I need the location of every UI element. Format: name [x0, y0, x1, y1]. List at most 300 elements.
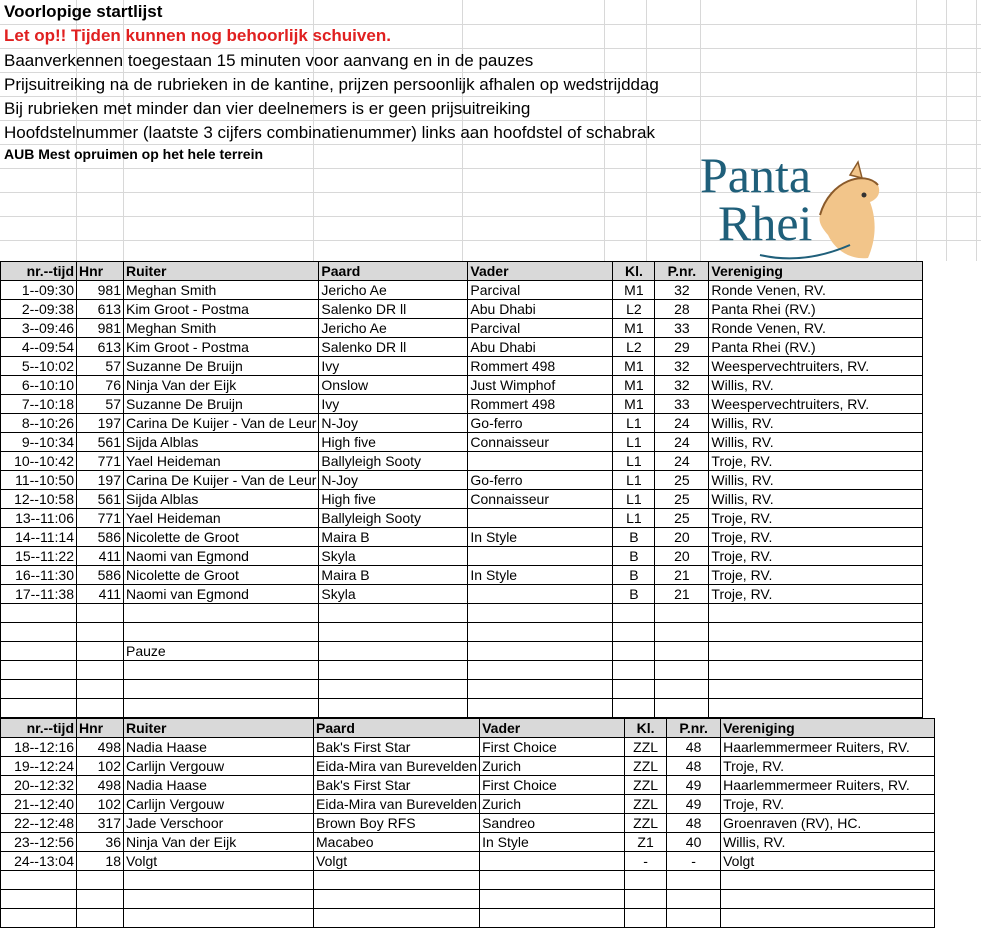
cell-hnr: 981 [77, 319, 124, 338]
cell-vereniging: Panta Rhei (RV.) [709, 338, 923, 357]
cell-vader [468, 547, 613, 566]
column-header: Vereniging [721, 719, 935, 738]
cell-vereniging: Ronde Venen, RV. [709, 319, 923, 338]
cell-hnr: 498 [77, 776, 124, 795]
empty-cell [468, 661, 613, 680]
cell-vader: In Style [480, 833, 625, 852]
cell-klasse: - [625, 852, 667, 871]
cell-paard: Bak's First Star [314, 776, 480, 795]
cell-ruiter: Meghan Smith [124, 281, 319, 300]
gridline-h [0, 24, 981, 25]
empty-cell [319, 642, 468, 661]
cell-vereniging: Panta Rhei (RV.) [709, 300, 923, 319]
cell-klasse: L2 [613, 300, 655, 319]
cell-ruiter: Naomi van Egmond [124, 547, 319, 566]
cell-vader: First Choice [480, 738, 625, 757]
cell-paard: High five [319, 490, 468, 509]
table-row [1, 528, 923, 547]
page-title: Voorlopige startlijst [4, 2, 163, 21]
empty-cell [625, 909, 667, 928]
cell-hnr: 613 [77, 338, 124, 357]
empty-cell [655, 604, 709, 623]
empty-cell [709, 680, 923, 699]
cell-vader: In Style [468, 528, 613, 547]
empty-cell [319, 699, 468, 718]
empty-cell [613, 680, 655, 699]
cell-paard: Jericho Ae [319, 319, 468, 338]
cell-nr-tijd: 13--11:06 [1, 509, 77, 528]
cell-nr-tijd: 23--12:56 [1, 833, 77, 852]
cell-vereniging: Troje, RV. [709, 509, 923, 528]
column-header: nr.--tijd [1, 719, 77, 738]
cell-nr-tijd: 11--10:50 [1, 471, 77, 490]
cell-proef-nr: 40 [667, 833, 721, 852]
table-row [1, 795, 935, 814]
cell-klasse: ZZL [625, 795, 667, 814]
table-header-row [1, 719, 935, 738]
cell-hnr: 411 [77, 547, 124, 566]
cell-vereniging: Troje, RV. [721, 757, 935, 776]
cell-nr-tijd: 12--10:58 [1, 490, 77, 509]
cell-hnr: 197 [77, 414, 124, 433]
cell-nr-tijd: 4--09:54 [1, 338, 77, 357]
cell-nr-tijd: 20--12:32 [1, 776, 77, 795]
empty-cell [468, 604, 613, 623]
cell-vereniging: Troje, RV. [709, 585, 923, 604]
table-row [1, 452, 923, 471]
empty-cell [1, 680, 77, 699]
cell-klasse: L1 [613, 509, 655, 528]
cell-hnr: 981 [77, 281, 124, 300]
cell-paard: Skyla [319, 547, 468, 566]
empty-cell [468, 642, 613, 661]
empty-cell [124, 623, 319, 642]
cell-nr-tijd: 9--10:34 [1, 433, 77, 452]
cell-ruiter: Carina De Kuijer - Van de Leur [124, 471, 319, 490]
cell-klasse: ZZL [625, 738, 667, 757]
cell-vader: Connaisseur [468, 433, 613, 452]
empty-cell [709, 661, 923, 680]
cell-hnr: 613 [77, 300, 124, 319]
cell-proef-nr: 21 [655, 585, 709, 604]
cell-vereniging: Willis, RV. [709, 490, 923, 509]
cell-vader: Just Wimphof [468, 376, 613, 395]
cell-paard: Salenko DR ll [319, 338, 468, 357]
cell-klasse: M1 [613, 281, 655, 300]
cell-vereniging: Willis, RV. [709, 376, 923, 395]
cell-proef-nr: 25 [655, 490, 709, 509]
warning-text: Let op!! Tijden kunnen nog behoorlijk schuiven. [4, 26, 391, 45]
empty-cell [319, 680, 468, 699]
table-row [1, 814, 935, 833]
empty-cell [1, 699, 77, 718]
cell-paard: Ballyleigh Sooty [319, 452, 468, 471]
gridline-h [0, 96, 981, 97]
cell-vader: Go-ferro [468, 471, 613, 490]
empty-cell [655, 661, 709, 680]
table-row [1, 585, 923, 604]
cell-proef-nr: 49 [667, 776, 721, 795]
column-header: Ruiter [124, 719, 314, 738]
cell-vader: Abu Dhabi [468, 300, 613, 319]
empty-cell [1, 661, 77, 680]
empty-cell [1, 623, 77, 642]
cell-proef-nr: 29 [655, 338, 709, 357]
cell-vader [468, 509, 613, 528]
empty-cell [625, 871, 667, 890]
cell-paard: Volgt [314, 852, 480, 871]
cell-ruiter: Suzanne De Bruijn [124, 395, 319, 414]
empty-cell [480, 871, 625, 890]
empty-cell [613, 604, 655, 623]
cell-vereniging: Weespervechtruiters, RV. [709, 395, 923, 414]
cell-proef-nr: 48 [667, 757, 721, 776]
column-header: P.nr. [667, 719, 721, 738]
empty-cell [625, 890, 667, 909]
cell-ruiter: Ninja Van der Eijk [124, 376, 319, 395]
cell-klasse: L1 [613, 433, 655, 452]
empty-row [1, 699, 923, 718]
cell-hnr: 586 [77, 528, 124, 547]
cell-ruiter: Sijda Alblas [124, 490, 319, 509]
cell-hnr: 76 [77, 376, 124, 395]
gridline-v [976, 0, 977, 261]
empty-cell [77, 890, 124, 909]
cell-paard: Jericho Ae [319, 281, 468, 300]
empty-cell [468, 623, 613, 642]
cell-ruiter: Volgt [124, 852, 314, 871]
cell-klasse: B [613, 528, 655, 547]
cell-ruiter: Nadia Haase [124, 738, 314, 757]
empty-cell [667, 871, 721, 890]
cell-nr-tijd: 15--11:22 [1, 547, 77, 566]
empty-cell [721, 890, 935, 909]
cell-vereniging: Haarlemmermeer Ruiters, RV. [721, 776, 935, 795]
cell-vader [468, 452, 613, 471]
cell-nr-tijd: 21--12:40 [1, 795, 77, 814]
empty-cell [124, 909, 314, 928]
empty-cell [667, 909, 721, 928]
empty-cell [77, 661, 124, 680]
empty-cell [613, 661, 655, 680]
cell-vereniging: Groenraven (RV), HC. [721, 814, 935, 833]
cell-vereniging: Troje, RV. [709, 528, 923, 547]
cell-proef-nr: 32 [655, 281, 709, 300]
cell-nr-tijd: 17--11:38 [1, 585, 77, 604]
cell-proef-nr: 24 [655, 433, 709, 452]
cell-ruiter: Sijda Alblas [124, 433, 319, 452]
cell-ruiter: Naomi van Egmond [124, 585, 319, 604]
empty-cell [1, 890, 77, 909]
table-row [1, 738, 935, 757]
empty-cell [77, 604, 124, 623]
empty-cell [667, 890, 721, 909]
empty-cell [314, 871, 480, 890]
empty-row [1, 680, 923, 699]
empty-cell [77, 699, 124, 718]
cell-ruiter: Carina De Kuijer - Van de Leur [124, 414, 319, 433]
empty-cell [480, 890, 625, 909]
cell-klasse: ZZL [625, 757, 667, 776]
empty-row [1, 871, 935, 890]
cell-klasse: L1 [613, 471, 655, 490]
cell-vereniging: Willis, RV. [721, 833, 935, 852]
cell-klasse: L2 [613, 338, 655, 357]
cell-ruiter: Nadia Haase [124, 776, 314, 795]
empty-cell [709, 623, 923, 642]
cell-vereniging: Weespervechtruiters, RV. [709, 357, 923, 376]
table-row [1, 319, 923, 338]
gridline-v [946, 0, 947, 261]
cell-paard: N-Joy [319, 414, 468, 433]
logo-word-rhei: Rhei [718, 195, 813, 251]
cell-paard: Onslow [319, 376, 468, 395]
cell-paard: N-Joy [319, 471, 468, 490]
cell-vereniging: Volgt [721, 852, 935, 871]
empty-cell [709, 642, 923, 661]
cell-vereniging: Ronde Venen, RV. [709, 281, 923, 300]
cell-hnr: 771 [77, 509, 124, 528]
column-header: Hnr [77, 719, 124, 738]
column-header: Vader [480, 719, 625, 738]
startlist-table-2 [0, 718, 935, 928]
cell-ruiter: Nicolette de Groot [124, 528, 319, 547]
empty-cell [124, 699, 319, 718]
table-row [1, 471, 923, 490]
gridline-v [916, 0, 917, 261]
cell-vereniging: Haarlemmermeer Ruiters, RV. [721, 738, 935, 757]
table-row [1, 395, 923, 414]
empty-row [1, 642, 923, 661]
cell-paard: High five [319, 433, 468, 452]
cell-klasse: M1 [613, 376, 655, 395]
cell-vereniging: Troje, RV. [709, 547, 923, 566]
cell-proef-nr: 33 [655, 319, 709, 338]
info-line-2: Prijsuitreiking na de rubrieken in de kantine, prijzen persoonlijk afhalen op wedstrijddag [4, 75, 659, 94]
cell-paard: Bak's First Star [314, 738, 480, 757]
table-row [1, 509, 923, 528]
empty-cell [613, 699, 655, 718]
empty-cell [124, 661, 319, 680]
cell-proef-nr: 33 [655, 395, 709, 414]
cell-hnr: 36 [77, 833, 124, 852]
column-header: Ruiter [124, 262, 319, 281]
empty-cell [319, 661, 468, 680]
cell-vereniging: Willis, RV. [709, 433, 923, 452]
cell-klasse: L1 [613, 452, 655, 471]
empty-cell [655, 699, 709, 718]
cell-vader: Connaisseur [468, 490, 613, 509]
note-text: AUB Mest opruimen op het hele terrein [4, 146, 264, 162]
column-header: Vereniging [709, 262, 923, 281]
cell-nr-tijd: 6--10:10 [1, 376, 77, 395]
column-header: P.nr. [655, 262, 709, 281]
cell-ruiter: Nicolette de Groot [124, 566, 319, 585]
empty-cell [77, 871, 124, 890]
table-row [1, 852, 935, 871]
empty-row [1, 604, 923, 623]
cell-paard: Ivy [319, 357, 468, 376]
table-row [1, 357, 923, 376]
empty-cell [1, 871, 77, 890]
cell-vereniging: Troje, RV. [709, 566, 923, 585]
cell-nr-tijd: 5--10:02 [1, 357, 77, 376]
cell-proef-nr: - [667, 852, 721, 871]
table-row [1, 433, 923, 452]
column-header: Vader [468, 262, 613, 281]
cell-hnr: 102 [77, 795, 124, 814]
info-line-1: Baanverkennen toegestaan 15 minuten voor aanvang en in de pauzes [4, 51, 534, 70]
table-row [1, 833, 935, 852]
table-row [1, 300, 923, 319]
empty-cell [468, 699, 613, 718]
cell-nr-tijd: 2--09:38 [1, 300, 77, 319]
cell-hnr: 317 [77, 814, 124, 833]
cell-proef-nr: 32 [655, 357, 709, 376]
table-header-row [1, 262, 923, 281]
cell-vader: Rommert 498 [468, 395, 613, 414]
cell-klasse: B [613, 566, 655, 585]
cell-hnr: 197 [77, 471, 124, 490]
cell-nr-tijd: 16--11:30 [1, 566, 77, 585]
cell-paard: Maira B [319, 566, 468, 585]
info-line-4: Hoofdstelnummer (laatste 3 cijfers combinatienummer) links aan hoofdstel of schabrak [4, 123, 656, 142]
cell-hnr: 411 [77, 585, 124, 604]
cell-ruiter: Carlijn Vergouw [124, 757, 314, 776]
pause-label: Pauze [124, 642, 319, 661]
cell-klasse: L1 [613, 490, 655, 509]
cell-hnr: 561 [77, 433, 124, 452]
cell-vader: First Choice [480, 776, 625, 795]
empty-cell [124, 890, 314, 909]
cell-hnr: 57 [77, 395, 124, 414]
cell-proef-nr: 32 [655, 376, 709, 395]
cell-hnr: 57 [77, 357, 124, 376]
cell-proef-nr: 49 [667, 795, 721, 814]
table-row [1, 776, 935, 795]
cell-proef-nr: 48 [667, 814, 721, 833]
cell-proef-nr: 24 [655, 414, 709, 433]
empty-row [1, 661, 923, 680]
empty-row [1, 890, 935, 909]
cell-klasse: L1 [613, 414, 655, 433]
empty-cell [77, 623, 124, 642]
cell-paard: Eida-Mira van Burevelden [314, 795, 480, 814]
cell-nr-tijd: 18--12:16 [1, 738, 77, 757]
panta-rhei-logo [700, 140, 885, 265]
cell-ruiter: Ninja Van der Eijk [124, 833, 314, 852]
cell-paard: Ballyleigh Sooty [319, 509, 468, 528]
cell-nr-tijd: 24--13:04 [1, 852, 77, 871]
empty-cell [1, 642, 77, 661]
startlist-table-1 [0, 261, 923, 718]
cell-vader [480, 852, 625, 871]
cell-hnr: 18 [77, 852, 124, 871]
cell-vader: Rommert 498 [468, 357, 613, 376]
cell-nr-tijd: 3--09:46 [1, 319, 77, 338]
empty-cell [1, 604, 77, 623]
table-row [1, 281, 923, 300]
column-header: nr.--tijd [1, 262, 77, 281]
table-row [1, 414, 923, 433]
empty-cell [655, 623, 709, 642]
cell-vader: Zurich [480, 757, 625, 776]
cell-proef-nr: 21 [655, 566, 709, 585]
cell-ruiter: Jade Verschoor [124, 814, 314, 833]
cell-vader: Parcival [468, 281, 613, 300]
cell-proef-nr: 20 [655, 547, 709, 566]
cell-klasse: ZZL [625, 776, 667, 795]
cell-paard: Ivy [319, 395, 468, 414]
cell-proef-nr: 28 [655, 300, 709, 319]
empty-cell [655, 680, 709, 699]
cell-ruiter: Meghan Smith [124, 319, 319, 338]
empty-cell [314, 890, 480, 909]
cell-paard: Skyla [319, 585, 468, 604]
column-header: Kl. [625, 719, 667, 738]
cell-nr-tijd: 14--11:14 [1, 528, 77, 547]
empty-cell [709, 699, 923, 718]
empty-cell [721, 871, 935, 890]
cell-paard: Brown Boy RFS [314, 814, 480, 833]
column-header: Paard [319, 262, 468, 281]
cell-klasse: B [613, 585, 655, 604]
empty-cell [319, 623, 468, 642]
column-header: Kl. [613, 262, 655, 281]
cell-ruiter: Kim Groot - Postma [124, 300, 319, 319]
cell-proef-nr: 25 [655, 471, 709, 490]
cell-klasse: ZZL [625, 814, 667, 833]
cell-vereniging: Troje, RV. [709, 452, 923, 471]
table-row [1, 566, 923, 585]
cell-vader: In Style [468, 566, 613, 585]
cell-vereniging: Willis, RV. [709, 471, 923, 490]
cell-klasse: Z1 [625, 833, 667, 852]
gridline-h [0, 48, 981, 49]
cell-nr-tijd: 8--10:26 [1, 414, 77, 433]
cell-paard: Macabeo [314, 833, 480, 852]
cell-hnr: 586 [77, 566, 124, 585]
table-row [1, 376, 923, 395]
empty-cell [319, 604, 468, 623]
cell-nr-tijd: 19--12:24 [1, 757, 77, 776]
empty-cell [124, 871, 314, 890]
empty-row [1, 909, 935, 928]
gridline-h [0, 72, 981, 73]
cell-paard: Maira B [319, 528, 468, 547]
empty-cell [655, 642, 709, 661]
empty-cell [77, 642, 124, 661]
table-row [1, 757, 935, 776]
empty-cell [709, 604, 923, 623]
empty-cell [124, 680, 319, 699]
cell-ruiter: Carlijn Vergouw [124, 795, 314, 814]
empty-cell [77, 680, 124, 699]
cell-nr-tijd: 22--12:48 [1, 814, 77, 833]
cell-ruiter: Yael Heideman [124, 509, 319, 528]
logo-word-panta: Panta [700, 147, 812, 203]
cell-proef-nr: 48 [667, 738, 721, 757]
empty-row [1, 623, 923, 642]
cell-nr-tijd: 7--10:18 [1, 395, 77, 414]
cell-paard: Salenko DR ll [319, 300, 468, 319]
cell-proef-nr: 24 [655, 452, 709, 471]
cell-klasse: M1 [613, 395, 655, 414]
cell-vader: Parcival [468, 319, 613, 338]
cell-klasse: M1 [613, 319, 655, 338]
empty-cell [314, 909, 480, 928]
cell-hnr: 561 [77, 490, 124, 509]
